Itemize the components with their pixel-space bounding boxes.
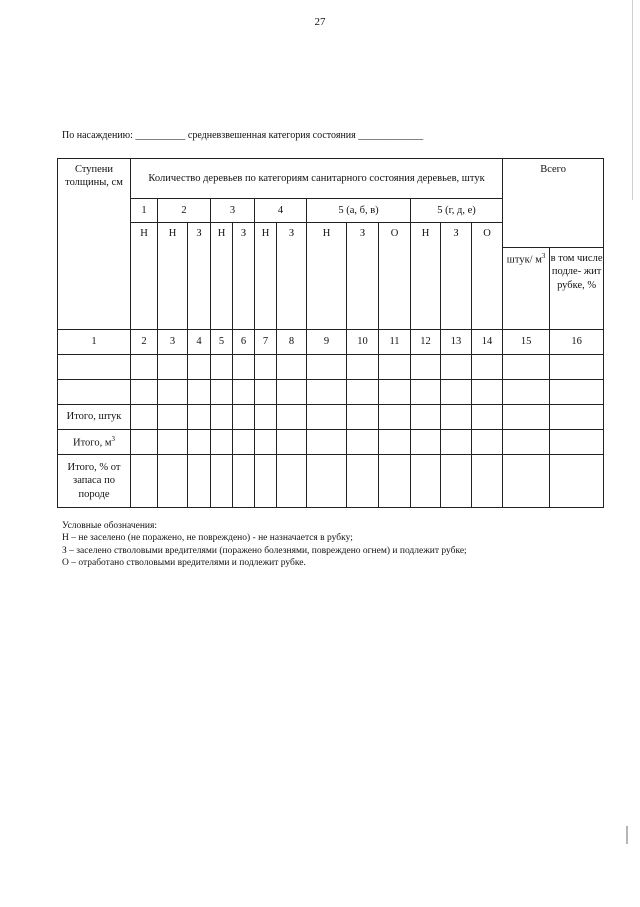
code-header: З (188, 223, 211, 330)
scan-artifact (632, 0, 633, 200)
empty-cell[interactable] (277, 430, 307, 455)
code-header: О (472, 223, 503, 330)
stand-summary-line: По насаждению: __________ средневзвешенная категория состояния _____________ (62, 130, 424, 141)
empty-cell[interactable] (503, 380, 550, 405)
column-number: 1 (58, 330, 131, 355)
empty-cell[interactable] (307, 380, 347, 405)
empty-cell[interactable] (158, 405, 188, 430)
code-header: Н (211, 223, 233, 330)
column-number: 11 (379, 330, 411, 355)
empty-cell[interactable] (379, 430, 411, 455)
col-header-thickness: Ступени толщины, см (58, 159, 131, 330)
legend-item: З – заселено стволовыми вредителями (поражено болезнями, повреждено огнем) и подлежит рубке; (62, 545, 467, 556)
legend-item: О – отработано стволовыми вредителями и подлежит рубке. (62, 558, 306, 569)
empty-cell[interactable] (307, 455, 347, 508)
legend-item: Н – не заселено (не поражено, не повреждено) - не назначается в рубку; (62, 533, 353, 544)
empty-cell[interactable] (550, 430, 604, 455)
empty-cell[interactable] (158, 430, 188, 455)
empty-cell[interactable] (211, 380, 233, 405)
empty-cell[interactable] (211, 355, 233, 380)
empty-cell[interactable] (550, 405, 604, 430)
empty-cell[interactable] (472, 455, 503, 508)
category-header: 5 (а, б, в) (307, 199, 411, 223)
empty-cell[interactable] (233, 405, 255, 430)
code-header: Н (307, 223, 347, 330)
empty-cell[interactable] (307, 430, 347, 455)
empty-cell[interactable] (307, 405, 347, 430)
empty-cell[interactable] (347, 380, 379, 405)
column-number: 7 (255, 330, 277, 355)
empty-cell[interactable] (131, 405, 158, 430)
table-row-total-count (58, 405, 604, 430)
empty-cell[interactable] (277, 455, 307, 508)
column-number: 8 (277, 330, 307, 355)
table-row (58, 380, 604, 405)
empty-cell[interactable] (211, 430, 233, 455)
empty-cell[interactable] (379, 405, 411, 430)
empty-cell[interactable] (131, 455, 158, 508)
column-number: 12 (411, 330, 441, 355)
page-number: 27 (314, 16, 326, 28)
empty-cell[interactable] (131, 380, 158, 405)
empty-cell[interactable] (255, 380, 277, 405)
column-number: 4 (188, 330, 211, 355)
empty-cell[interactable] (379, 455, 411, 508)
empty-cell[interactable] (411, 405, 441, 430)
column-number: 13 (441, 330, 472, 355)
column-number: 2 (131, 330, 158, 355)
column-number: 10 (347, 330, 379, 355)
table-row-total-percent (58, 455, 604, 508)
empty-cell[interactable] (411, 355, 441, 380)
table-row (58, 355, 604, 380)
column-number: 14 (472, 330, 503, 355)
empty-cell[interactable] (503, 355, 550, 380)
empty-cell[interactable] (131, 430, 158, 455)
col-header-total-units: штук/ $м^3$ (503, 248, 550, 330)
column-number: 15 (503, 330, 550, 355)
code-header: З (347, 223, 379, 330)
empty-cell[interactable] (158, 380, 188, 405)
col-header-count-group: Количество деревьев по категориям санитарного состояния деревьев, штук (131, 159, 503, 199)
empty-cell[interactable] (188, 430, 211, 455)
empty-cell[interactable] (277, 405, 307, 430)
column-number: 16 (550, 330, 604, 355)
empty-cell[interactable] (441, 355, 472, 380)
column-number: 9 (307, 330, 347, 355)
empty-cell[interactable] (379, 380, 411, 405)
empty-cell[interactable] (188, 405, 211, 430)
empty-cell[interactable] (472, 380, 503, 405)
empty-cell[interactable] (233, 355, 255, 380)
empty-cell[interactable] (347, 430, 379, 455)
column-number: 3 (158, 330, 188, 355)
empty-cell[interactable] (347, 355, 379, 380)
empty-cell[interactable] (411, 455, 441, 508)
empty-cell[interactable] (441, 405, 472, 430)
scan-artifact (626, 826, 628, 844)
empty-cell[interactable] (233, 430, 255, 455)
column-number: 5 (211, 330, 233, 355)
empty-cell[interactable] (550, 455, 604, 508)
empty-cell[interactable] (233, 455, 255, 508)
empty-cell[interactable] (503, 430, 550, 455)
category-header: 2 (158, 199, 211, 223)
empty-cell[interactable] (277, 380, 307, 405)
table-row-total-volume (58, 430, 604, 455)
category-header: 3 (211, 199, 255, 223)
category-header: 5 (г, д, е) (411, 199, 503, 223)
empty-cell[interactable] (58, 380, 131, 405)
empty-cell[interactable] (233, 380, 255, 405)
empty-cell[interactable] (188, 380, 211, 405)
legend-title: Условные обозначения: (62, 521, 158, 531)
empty-cell[interactable] (211, 455, 233, 508)
empty-cell[interactable] (347, 405, 379, 430)
code-header: Н (158, 223, 188, 330)
empty-cell[interactable] (307, 355, 347, 380)
empty-cell[interactable] (472, 430, 503, 455)
empty-cell[interactable] (503, 455, 550, 508)
col-header-total: Всего (503, 159, 604, 248)
empty-cell[interactable] (550, 380, 604, 405)
category-header: 4 (255, 199, 307, 223)
empty-cell[interactable] (131, 355, 158, 380)
empty-cell[interactable] (188, 455, 211, 508)
empty-cell[interactable] (379, 355, 411, 380)
empty-cell[interactable] (550, 355, 604, 380)
empty-cell[interactable] (158, 355, 188, 380)
empty-cell[interactable] (58, 355, 131, 380)
legend (62, 520, 467, 569)
empty-cell[interactable] (441, 380, 472, 405)
empty-cell[interactable] (441, 455, 472, 508)
row-label-total-percent: Итого, % от запаса по породе (58, 455, 131, 508)
column-number: 6 (233, 330, 255, 355)
row-label-total-count: Итого, штук (58, 405, 131, 430)
code-header: З (441, 223, 472, 330)
empty-cell[interactable] (188, 355, 211, 380)
category-header: 1 (131, 199, 158, 223)
empty-cell[interactable] (347, 455, 379, 508)
empty-cell[interactable] (211, 405, 233, 430)
empty-cell[interactable] (411, 430, 441, 455)
empty-cell[interactable] (158, 455, 188, 508)
empty-cell[interactable] (472, 405, 503, 430)
code-header: Н (131, 223, 158, 330)
row-label-total-volume: Итого, $м^3$ (58, 430, 131, 455)
sanitary-condition-table (57, 158, 604, 508)
empty-cell[interactable] (255, 430, 277, 455)
code-header: З (233, 223, 255, 330)
code-header: З (277, 223, 307, 330)
empty-cell[interactable] (411, 380, 441, 405)
empty-cell[interactable] (277, 355, 307, 380)
empty-cell[interactable] (255, 355, 277, 380)
code-header: О (379, 223, 411, 330)
empty-cell[interactable] (441, 430, 472, 455)
code-header: Н (255, 223, 277, 330)
code-header: Н (411, 223, 441, 330)
empty-cell[interactable] (255, 405, 277, 430)
empty-cell[interactable] (472, 355, 503, 380)
col-header-total-percent: в том числе подле- жит рубке, % (550, 248, 604, 330)
empty-cell[interactable] (255, 455, 277, 508)
empty-cell[interactable] (503, 405, 550, 430)
